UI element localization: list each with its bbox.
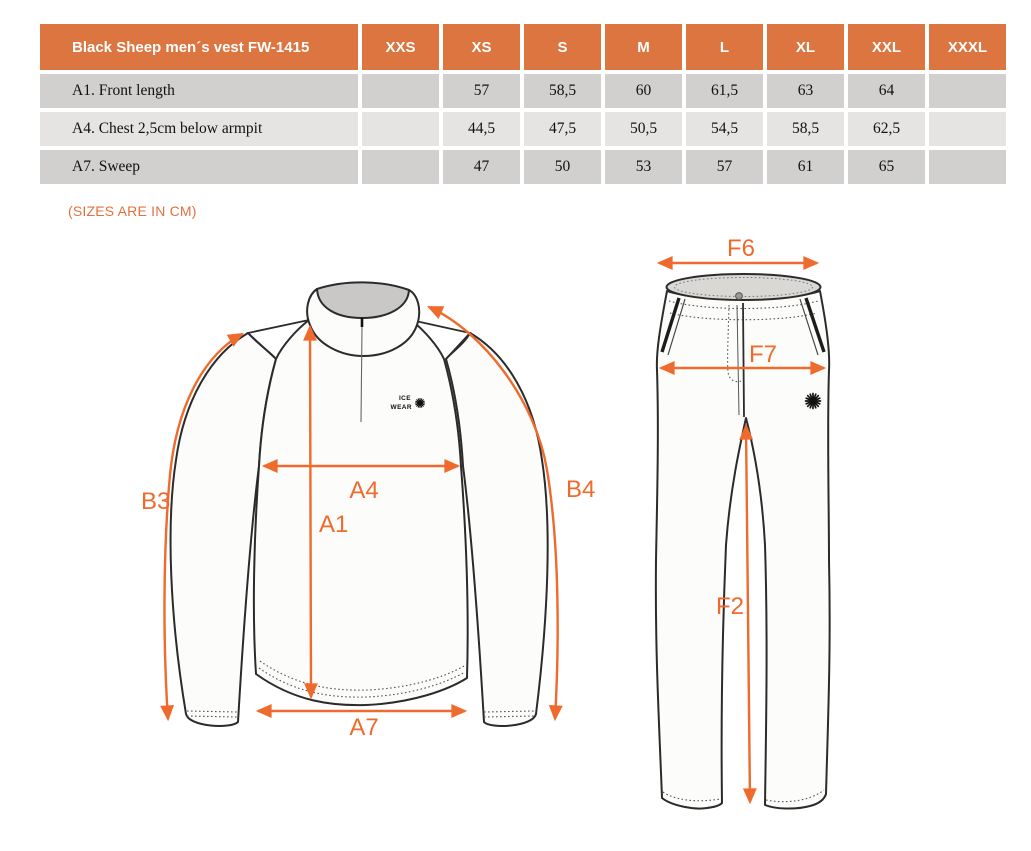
size-header-xxl: XXL (848, 24, 925, 70)
cell: 50 (524, 150, 601, 184)
snowflake-leg-logo-icon (806, 394, 821, 409)
size-header-xxs: XXS (362, 24, 439, 70)
cell: 44,5 (443, 112, 520, 146)
pants-fly-seam (743, 303, 744, 417)
pants-drawing (656, 235, 830, 809)
cell: 61,5 (686, 74, 763, 108)
cell: 64 (848, 74, 925, 108)
measure-label-f6: F6 (726, 235, 756, 262)
cell: 60 (605, 74, 682, 108)
row-label: A4. Chest 2,5cm below armpit (40, 112, 358, 146)
cell: 58,5 (524, 74, 601, 108)
measure-label-a1: A1 (319, 511, 349, 538)
cell: 53 (605, 150, 682, 184)
logo-text-wear: WEAR (390, 404, 412, 411)
table-title: Black Sheep men´s vest FW-1415 (40, 24, 358, 70)
measure-arrow-f2 (746, 426, 750, 802)
cell: 57 (443, 74, 520, 108)
measure-label-a7: A7 (349, 714, 379, 741)
measure-label-f2: F2 (715, 593, 744, 620)
size-header-xs: XS (443, 24, 520, 70)
size-header-m: M (605, 24, 682, 70)
snowflake-logo-icon (415, 398, 424, 407)
shirt-drawing (141, 282, 595, 741)
pants-button (736, 293, 743, 300)
cell: 65 (848, 150, 925, 184)
cell: 47 (443, 150, 520, 184)
cell: 58,5 (767, 112, 844, 146)
cell: 50,5 (605, 112, 682, 146)
measure-label-f7: F7 (748, 341, 778, 368)
measure-label-b3: B3 (141, 488, 171, 515)
cell: 47,5 (524, 112, 601, 146)
row-label: A1. Front length (40, 74, 358, 108)
shirt-body (254, 320, 468, 705)
cell: 54,5 (686, 112, 763, 146)
measure-label-b4: B4 (566, 476, 596, 503)
cell: 61 (767, 150, 844, 184)
size-header-s: S (524, 24, 601, 70)
size-header-xl: XL (767, 24, 844, 70)
logo-text-ice: ICE (398, 395, 411, 402)
cell: 63 (767, 74, 844, 108)
cell: 57 (686, 150, 763, 184)
sizes-note: (SIZES ARE IN CM) (68, 203, 197, 219)
row-label: A7. Sweep (40, 150, 358, 184)
measure-arrow-a1 (310, 327, 311, 697)
size-header-l: L (686, 24, 763, 70)
size-header-xxxl: XXXL (929, 24, 1006, 70)
cell: 62,5 (848, 112, 925, 146)
measure-label-a4: A4 (349, 477, 379, 504)
